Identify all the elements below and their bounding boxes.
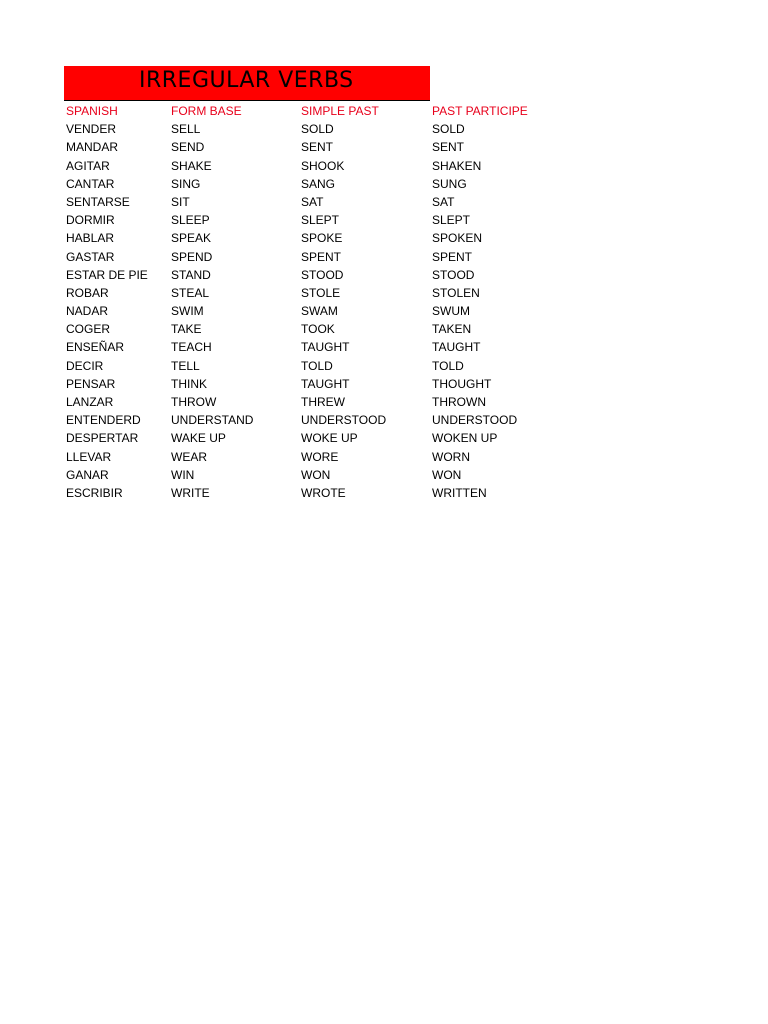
cell-form-base: SWIM — [171, 304, 204, 319]
table-row — [66, 229, 546, 247]
cell-spanish: LLEVAR — [66, 449, 112, 464]
cell-past-participle: TOLD — [432, 358, 464, 373]
column-header-simple-past: SIMPLE PAST — [301, 104, 379, 118]
table-row — [66, 248, 546, 266]
cell-simple-past: WORE — [301, 449, 339, 464]
cell-simple-past: WON — [301, 467, 331, 482]
table-row — [66, 448, 546, 466]
cell-spanish: HABLAR — [66, 231, 115, 246]
cell-spanish: LANZAR — [66, 395, 114, 409]
cell-past-participle: SLEPT — [432, 213, 471, 228]
table-row — [66, 120, 546, 138]
cell-simple-past: STOOD — [301, 267, 344, 282]
table-row — [66, 175, 546, 193]
cell-simple-past: SPOKE — [301, 231, 343, 246]
page-title: IRREGULAR VERBS — [139, 68, 354, 93]
cell-simple-past: SPENT — [301, 249, 342, 264]
column-header-form-base: FORM BASE — [171, 104, 242, 118]
cell-simple-past: WROTE — [301, 485, 346, 500]
cell-form-base: UNDERSTAND — [171, 413, 254, 428]
cell-spanish: ROBAR — [66, 285, 109, 300]
cell-form-base: THROW — [171, 395, 217, 409]
cell-simple-past: STOLE — [301, 285, 341, 300]
table-body — [66, 120, 546, 502]
cell-past-participle: SHAKEN — [432, 158, 482, 173]
cell-spanish: CANTAR — [66, 176, 115, 191]
cell-simple-past: UNDERSTOOD — [301, 413, 387, 428]
cell-past-participle: THROWN — [432, 395, 486, 409]
table-row — [66, 357, 546, 375]
cell-spanish: DESPERTAR — [66, 431, 139, 446]
cell-past-participle: THOUGHT — [432, 376, 492, 391]
table-row — [66, 211, 546, 229]
cell-spanish: ESCRIBIR — [66, 485, 123, 500]
cell-simple-past: TOOK — [301, 322, 335, 337]
table-row — [66, 284, 546, 302]
cell-simple-past: TOLD — [301, 358, 333, 373]
cell-simple-past: SENT — [301, 140, 334, 155]
cell-simple-past: SAT — [301, 194, 324, 209]
cell-form-base: WEAR — [171, 449, 207, 464]
cell-form-base: STEAL — [171, 285, 210, 300]
cell-spanish: PENSAR — [66, 376, 116, 391]
cell-past-participle: WOKEN UP — [432, 431, 498, 446]
cell-past-participle: WON — [432, 467, 462, 482]
cell-simple-past: SANG — [301, 176, 336, 191]
cell-form-base: SPEAK — [171, 231, 212, 246]
cell-spanish: NADAR — [66, 304, 109, 319]
table-row — [66, 266, 546, 284]
cell-spanish: SENTARSE — [66, 194, 130, 209]
table-row — [66, 193, 546, 211]
table-row — [66, 302, 546, 320]
cell-past-participle: SENT — [432, 140, 465, 155]
table-row — [66, 320, 546, 338]
cell-past-participle: TAUGHT — [432, 340, 481, 355]
cell-past-participle: SPOKEN — [432, 231, 483, 246]
cell-form-base: SIT — [171, 194, 190, 209]
cell-form-base: SEND — [171, 140, 205, 155]
table-row — [66, 157, 546, 175]
cell-spanish: VENDER — [66, 122, 117, 137]
cell-form-base: SPEND — [171, 249, 213, 264]
cell-spanish: ENTENDERD — [66, 413, 141, 428]
cell-form-base: SING — [171, 176, 201, 191]
verbs-table — [66, 102, 546, 502]
cell-form-base: WRITE — [171, 485, 210, 500]
cell-simple-past: THREW — [301, 395, 345, 409]
cell-past-participle: STOOD — [432, 267, 475, 282]
cell-past-participle: TAKEN — [432, 322, 472, 337]
cell-past-participle: SOLD — [432, 122, 465, 137]
table-header-row — [66, 102, 546, 120]
cell-past-participle: WRITTEN — [432, 485, 487, 500]
cell-spanish: DECIR — [66, 358, 104, 373]
cell-simple-past: WOKE UP — [301, 431, 358, 446]
cell-spanish: COGER — [66, 322, 111, 337]
cell-past-participle: SWUM — [432, 304, 470, 319]
cell-form-base: WAKE UP — [171, 431, 226, 446]
cell-spanish: MANDAR — [66, 140, 119, 155]
title-bar — [64, 66, 430, 101]
table-row — [66, 393, 546, 411]
cell-form-base: SHAKE — [171, 158, 212, 173]
cell-form-base: WIN — [171, 467, 195, 482]
cell-simple-past: SWAM — [301, 304, 338, 319]
cell-form-base: STAND — [171, 267, 211, 282]
table-row — [66, 429, 546, 447]
cell-simple-past: SLEPT — [301, 213, 340, 228]
cell-spanish: DORMIR — [66, 213, 115, 228]
table-row — [66, 484, 546, 502]
table-row — [66, 138, 546, 156]
cell-form-base: TAKE — [171, 322, 202, 337]
cell-spanish: ESTAR DE PIE — [66, 267, 148, 282]
cell-simple-past: TAUGHT — [301, 340, 350, 355]
cell-spanish: ENSEÑAR — [66, 340, 125, 355]
cell-past-participle: WORN — [432, 449, 470, 464]
table-row — [66, 466, 546, 484]
cell-simple-past: TAUGHT — [301, 376, 350, 391]
table-row — [66, 411, 546, 429]
cell-past-participle: UNDERSTOOD — [432, 413, 518, 428]
cell-past-participle: SPENT — [432, 249, 473, 264]
table-row — [66, 375, 546, 393]
cell-simple-past: SOLD — [301, 122, 334, 137]
cell-spanish: GANAR — [66, 467, 109, 482]
cell-spanish: AGITAR — [66, 158, 110, 173]
column-header-spanish: SPANISH — [66, 104, 118, 118]
table-row — [66, 338, 546, 356]
cell-form-base: TELL — [171, 358, 200, 373]
cell-past-participle: STOLEN — [432, 285, 480, 300]
cell-spanish: GASTAR — [66, 249, 115, 264]
cell-past-participle: SAT — [432, 194, 455, 209]
cell-simple-past: SHOOK — [301, 158, 345, 173]
cell-form-base: THINK — [171, 376, 207, 391]
cell-form-base: SELL — [171, 122, 201, 137]
column-header-past-participle: PAST PARTICIPE — [432, 104, 528, 118]
cell-form-base: TEACH — [171, 340, 212, 355]
cell-form-base: SLEEP — [171, 213, 210, 228]
cell-past-participle: SUNG — [432, 176, 467, 191]
